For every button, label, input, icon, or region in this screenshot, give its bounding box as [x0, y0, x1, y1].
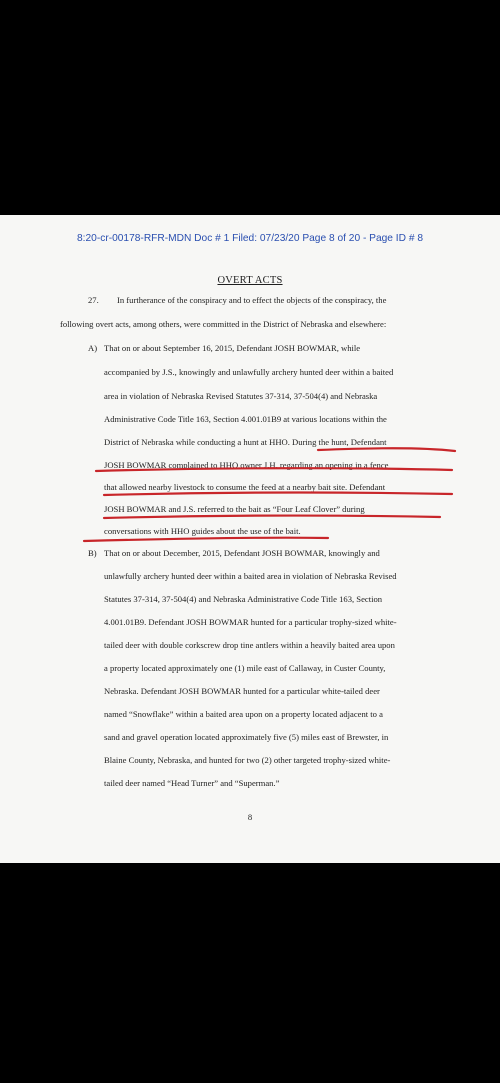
item-label: B)	[88, 548, 97, 558]
item-a-line: JOSH BOWMAR and J.S. referred to the bait as “Four Leaf Clover” during	[104, 504, 365, 514]
item-b-line: Statutes 37-314, 37-504(4) and Nebraska Administrative Code Title 163, Section	[104, 594, 383, 604]
item-label: A)	[88, 343, 98, 353]
page-number: 8	[247, 812, 253, 822]
item-a-line: That on or about September 16, 2015, Defendant JOSH BOWMAR, while	[104, 343, 361, 353]
item-b-line: named “Snowflake” within a baited area upon on a property located adjacent to a	[104, 709, 383, 719]
item-b-line: That on or about December, 2015, Defendant JOSH BOWMAR, knowingly and	[104, 548, 380, 558]
case-header: 8:20-cr-00178-RFR-MDN Doc # 1 Filed: 07/23/20 Page 8 of 20 - Page ID # 8	[77, 233, 423, 244]
item-b-line: Blaine County, Nebraska, and hunted for two (2) other targeted trophy-sized white-	[104, 755, 391, 765]
item-a-line: District of Nebraska while conducting a hunt at HHO. During the hunt, Defendant	[104, 437, 387, 447]
paragraph-line: In furtherance of the conspiracy and to effect the objects of the conspiracy, the	[117, 295, 387, 305]
item-b-line: a property located approximately one (1) mile east of Callaway, in Custer County,	[104, 663, 386, 673]
item-a-line: that allowed nearby livestock to consume the feed at a nearby bait site. Defendant	[104, 482, 386, 492]
red-underline	[104, 493, 452, 495]
red-underline	[318, 448, 455, 451]
item-a-line: area in violation of Nebraska Revised Statutes 37-314, 37-504(4) and Nebraska	[104, 391, 378, 401]
item-b-line: tailed deer named “Head Turner” and “Superman.”	[104, 778, 280, 788]
item-b-line: 4.001.01B9. Defendant JOSH BOWMAR hunted for a particular trophy-sized white-	[104, 617, 397, 627]
red-underline	[104, 516, 440, 518]
item-a-line: JOSH BOWMAR complained to HHO owner J.H. regarding an opening in a fence	[104, 460, 389, 470]
section-heading: OVERT ACTS	[217, 275, 283, 286]
red-annotation-marks	[0, 215, 500, 863]
item-b-line: sand and gravel operation located approximately five (5) miles east of Brewster, in	[104, 732, 389, 742]
item-b-line: Nebraska. Defendant JOSH BOWMAR hunted for a particular white-tailed deer	[104, 686, 380, 696]
document-page	[0, 215, 500, 863]
red-underline	[84, 538, 328, 541]
item-b-line: tailed deer with double corkscrew drop tine antlers within a heavily baited area upon	[104, 640, 395, 650]
item-a-line: conversations with HHO guides about the use of the bait.	[104, 526, 301, 536]
paragraph-line: following overt acts, among others, were committed in the District of Nebraska and elsewhere:	[60, 319, 387, 329]
item-a-line: accompanied by J.S., knowingly and unlawfully archery hunted deer within a baited	[104, 367, 394, 377]
paragraph-number: 27.	[88, 295, 99, 305]
item-a-line: Administrative Code Title 163, Section 4.001.01B9 at various locations within the	[104, 414, 387, 424]
item-b-line: unlawfully archery hunted deer within a baited area in violation of Nebraska Revised	[104, 571, 397, 581]
